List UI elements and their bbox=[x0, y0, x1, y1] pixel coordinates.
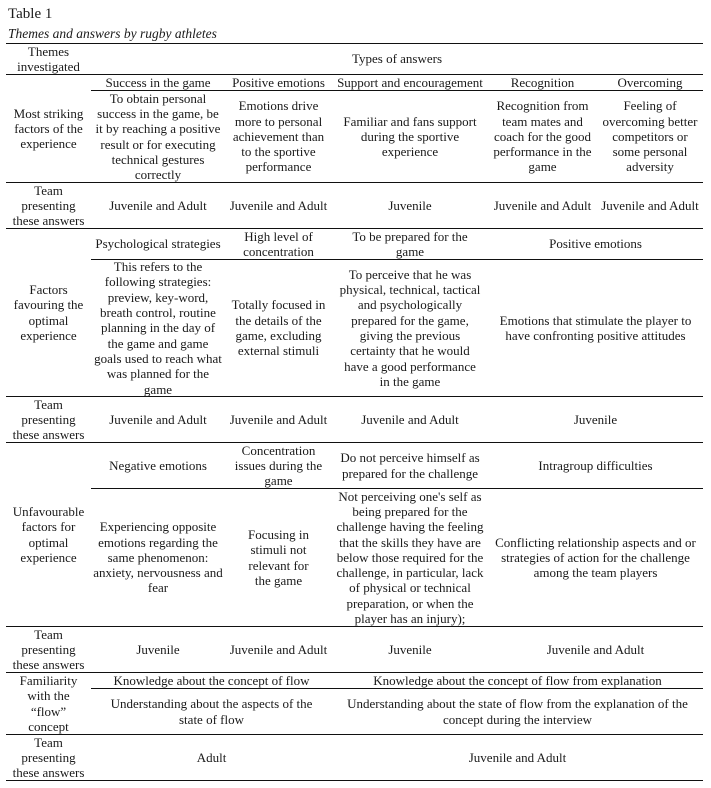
rule-bottom bbox=[6, 780, 703, 781]
theme-most-striking: Most striking factors of the experience bbox=[13, 105, 84, 152]
category-cell: Success in the game bbox=[105, 74, 211, 90]
team-cell: Juvenile and Adult bbox=[109, 411, 207, 427]
category-cell: Knowledge about the concept of flow bbox=[113, 672, 310, 688]
category-cell: Negative emotions bbox=[109, 457, 207, 473]
description-cell: Totally focused in the details of the game, excluding external stimuli bbox=[231, 297, 326, 359]
team-cell: Juvenile bbox=[136, 641, 180, 657]
description-cell: Emotions drive more to personal achievement than to the sportive performance bbox=[232, 98, 325, 175]
theme-factors-favouring: Factors favouring the optimal experience bbox=[13, 281, 84, 343]
team-cell: Juvenile and Adult bbox=[229, 641, 328, 657]
description-cell: Feeling of overcoming better competitors or some personal adversity bbox=[602, 98, 698, 175]
category-cell: High level of concentration bbox=[243, 228, 314, 259]
team-cell: Juvenile and Adult bbox=[601, 197, 699, 213]
team-label: Team presenting these answers bbox=[12, 734, 85, 781]
team-cell: Juvenile and Adult bbox=[493, 197, 592, 213]
team-cell: Adult bbox=[196, 749, 227, 765]
team-label: Team presenting these answers bbox=[12, 396, 85, 443]
category-cell: Positive emotions bbox=[232, 74, 325, 90]
theme-unfavourable-factors: Unfavourable factors for optimal experience bbox=[12, 503, 85, 565]
description-cell: Familiar and fans support during the sportive experience bbox=[343, 113, 477, 160]
team-label: Team presenting these answers bbox=[12, 626, 85, 673]
team-cell: Juvenile bbox=[573, 411, 618, 427]
description-cell: Conflicting relationship aspects and or strategies of action for the challenge among the team players bbox=[495, 534, 696, 581]
description-cell: Focusing in stimuli not relevant for the game bbox=[247, 526, 310, 588]
table-number: Table 1 bbox=[8, 6, 53, 22]
category-cell: Recognition bbox=[510, 74, 575, 90]
team-cell: Juvenile and Adult bbox=[229, 411, 328, 427]
category-cell: Do not perceive himself as prepared for the challenge bbox=[340, 450, 480, 481]
team-cell: Juvenile and Adult bbox=[546, 641, 645, 657]
header-themes: Themes investigated bbox=[17, 43, 80, 74]
category-cell: Knowledge about the concept of flow from explanation bbox=[373, 672, 662, 688]
description-cell: Understanding about the state of flow from the explanation of the concept during the interview bbox=[347, 696, 688, 727]
category-cell: Intragroup difficulties bbox=[538, 457, 653, 473]
header-types: Types of answers bbox=[351, 51, 443, 67]
description-cell: To perceive that he was physical, technical, tactical and psychologically prepared for the game, giving the previous certainty that he would have a good performance in the game bbox=[339, 266, 481, 389]
team-cell: Juvenile bbox=[388, 197, 432, 213]
team-cell: Juvenile and Adult bbox=[229, 197, 328, 213]
description-cell: Recognition from team mates and coach for the good performance in the game bbox=[493, 98, 592, 175]
team-cell: Juvenile and Adult bbox=[109, 197, 207, 213]
category-cell: To be prepared for the game bbox=[352, 228, 468, 259]
description-cell: Experiencing opposite emotions regarding the same phenomenon: anxiety, nervousness and fear bbox=[93, 519, 223, 596]
team-cell: Juvenile bbox=[388, 641, 432, 657]
team-cell: Juvenile and Adult bbox=[468, 749, 567, 765]
category-cell: Support and encouragement bbox=[337, 74, 483, 90]
description-cell: Emotions that stimulate the player to have confronting positive attitudes bbox=[499, 312, 692, 343]
category-cell: Psychological strategies bbox=[95, 236, 221, 252]
team-label: Team presenting these answers bbox=[12, 182, 85, 229]
description-cell: This refers to the following strategies: preview, key-word, breath control, routine planning in the day of the game and game goals used to reach what was planned for the game bbox=[94, 259, 222, 397]
description-cell: Understanding about the aspects of the state of flow bbox=[110, 696, 313, 727]
category-cell: Overcoming bbox=[617, 74, 683, 90]
category-cell: Positive emotions bbox=[549, 236, 642, 252]
team-cell: Juvenile and Adult bbox=[361, 411, 459, 427]
category-cell: Concentration issues during the game bbox=[234, 442, 323, 489]
description-cell: Not perceiving one's self as being prepared for the challenge having the feeling that the skills they have are below those required for the challenge, in particular, lack of physical or technical preparation, or when the player has an injury); bbox=[336, 488, 484, 627]
description-cell: To obtain personal success in the game, be it by reaching a positive result or for executing technical gestures correctly bbox=[95, 90, 221, 183]
table-title: Themes and answers by rugby athletes bbox=[8, 26, 217, 41]
theme-familiarity-flow: Familiarity with the “flow” concept bbox=[19, 672, 78, 734]
